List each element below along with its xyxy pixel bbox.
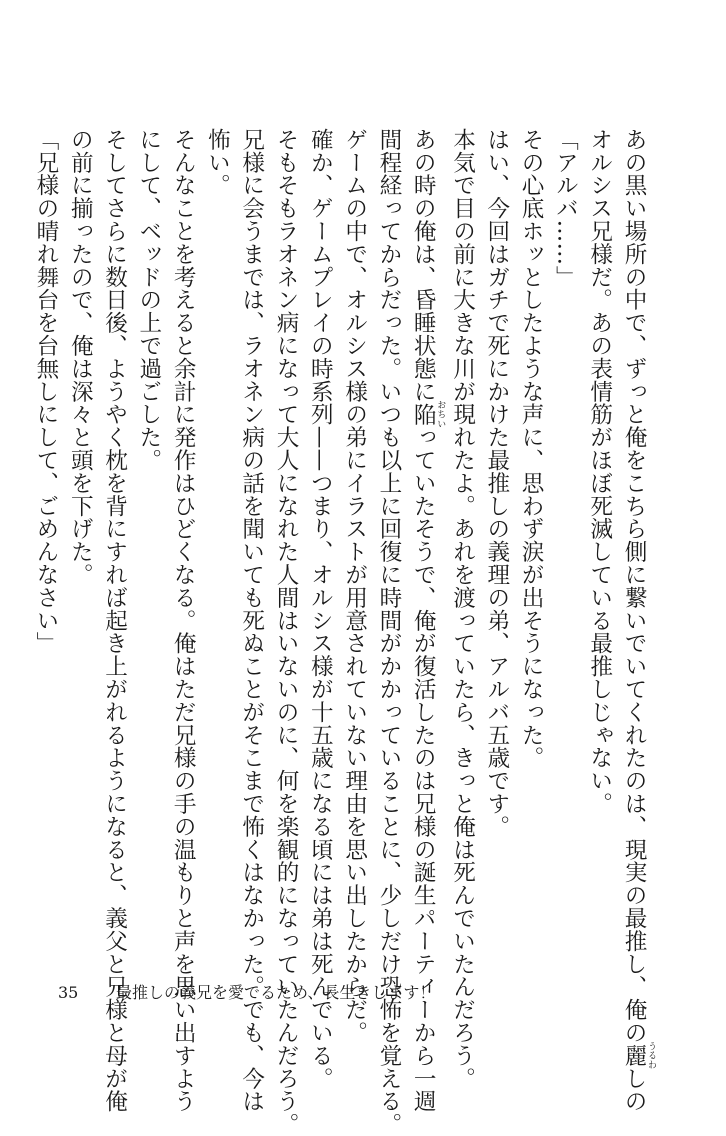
ruby-urawa: 麗 うるわ: [621, 1041, 656, 1070]
text-line-8: 間程経ってからだった。いつも以上に回復に時間がかかっていることに、少しだけ恐怖を覚える。: [375, 128, 402, 1136]
text-line-18: 「兄様の晴れ舞台を台無しにして、ごめんなさい」: [32, 128, 59, 655]
running-title: 最推しの義兄を愛でるため、長生きします！: [116, 983, 436, 1002]
text-line-7: あの時の俺は、昏睡状態に陥 おちいっていたそうで、俺が復活したのは兄様の誕生パーティーから一週: [410, 128, 446, 1113]
text-line-12: 兄様に会うまでは、ラオネン病の話を聞いても死ぬことがそこまで怖くはなかった。でも、今は: [238, 128, 265, 1113]
text-line-13: 怖い。: [204, 128, 231, 197]
page-number: 35: [58, 983, 79, 1002]
text-line-5: はい、今回はガチで死にかけた最推しの義理の弟、アルバ五歳です。: [483, 128, 510, 838]
page-footer: [58, 983, 435, 1003]
text-line-17: の前に揃ったので、俺は深々と頭を下げた。: [67, 128, 94, 586]
text-line-6: 本気で目の前に大きな川が現れたよ。あれを渡っていたら、きっと俺は死んでいたんだろう。: [449, 128, 476, 1090]
text-line-11: そもそもラオネン病になって大人になれた人間はいないのに、何を楽観的になっていたんだろう。: [273, 128, 300, 1136]
text-line-14: そんなことを考えると余計に発作はひどくなる。俺はただ兄様の手の温もりと声を思い出すよう: [170, 128, 197, 1113]
text-line-16: そしてさらに数日後、ようやく枕を背にすれば起き上がれるようになると、義父と兄様と母が俺: [101, 128, 128, 1113]
text-line-3: 「アルバ……」: [552, 128, 579, 289]
text-line-1: あの黒い場所の中で、ずっと俺をこちら側に繋いでいてくれたのは、現実の最推し、俺の麗 うるわしの: [621, 128, 656, 1113]
text-line-4: その心底ホッとしたような声に、思わず涙が出そうになった。: [518, 128, 545, 770]
text-line-9: ゲームの中で、オルシス様の弟にイラストが用意されていない理由を思い出したからだ。: [341, 128, 368, 1044]
text-line-2: オルシス兄様だ。あの表情筋がほぼ死滅している最推しじゃない。: [586, 128, 613, 815]
text-line-15: にして、ベッドの上で過ごした。: [135, 128, 162, 472]
text-line-10: 確か、ゲームプレイの時系列——つまり、オルシス様が十五歳になる頃には弟は死んでいる。: [307, 128, 334, 1090]
ruby-ochii: 陥 おちい: [410, 400, 446, 429]
